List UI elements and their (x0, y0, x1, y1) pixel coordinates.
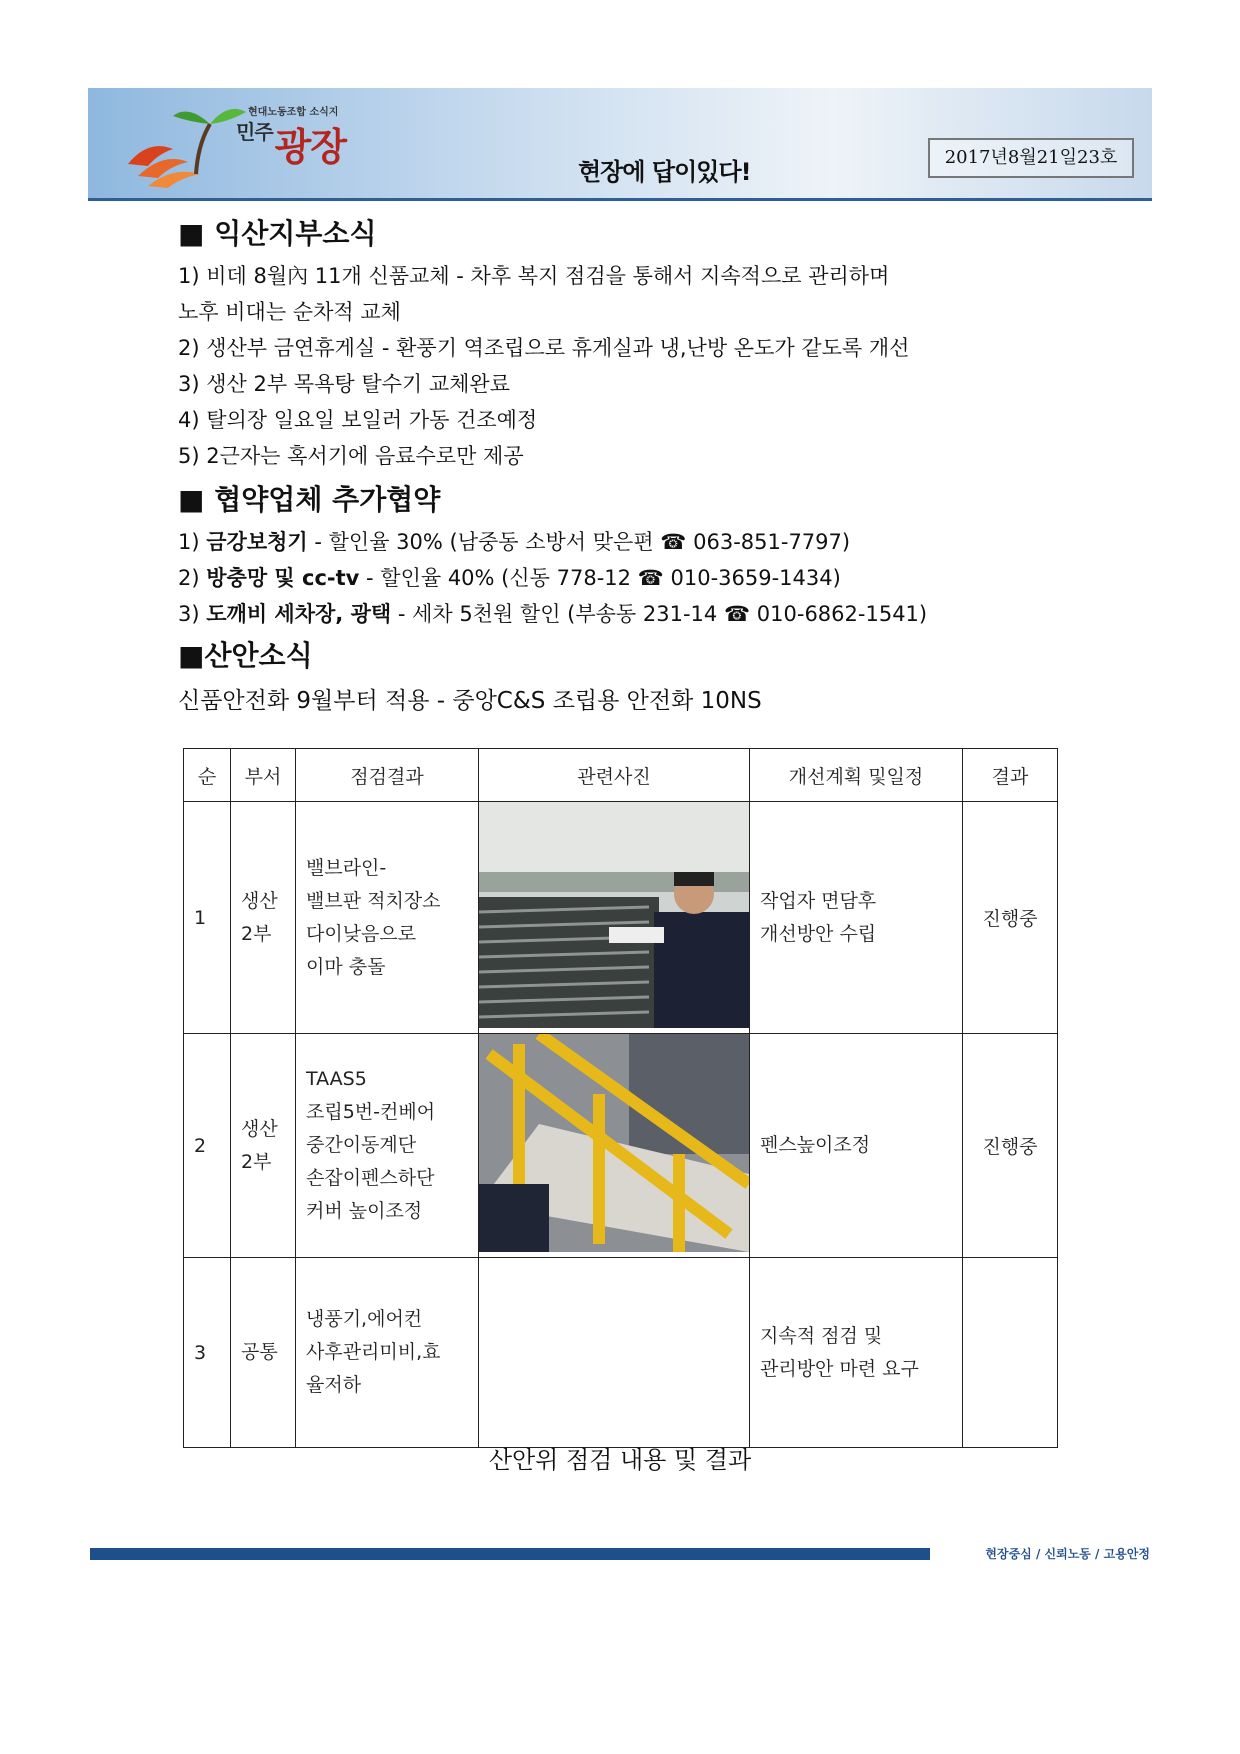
partner-num: 3) (178, 602, 200, 626)
logo-subtitle: 현대노동조합 소식지 (248, 107, 339, 118)
logo-title (236, 116, 346, 171)
header-outcome: 결과 (963, 749, 1058, 802)
row-outcome (963, 1258, 1058, 1448)
section-title-iksan: ■ 익산지부소식 (178, 217, 377, 250)
row-outcome: 진행중 (963, 802, 1058, 1034)
partner-detail: - 할인율 40% (신동 778-12 ☎ 010-3659-1434) (359, 566, 841, 590)
logo-main: 광장 (274, 125, 347, 169)
row-result: 냉풍기,에어컨 사후관리미비,효 율저하 (296, 1258, 479, 1448)
partner-item-3 (178, 598, 927, 628)
table-caption: 산안위 점검 내용 및 결과 (488, 1446, 752, 1474)
table-row (184, 1258, 1058, 1448)
row-photo (479, 1034, 750, 1258)
iksan-line-1: 1) 비데 8월內 11개 신품교체 - 차후 복지 점검을 통해서 지속적으로 관리하며 (178, 264, 890, 288)
header-result: 점검결과 (296, 749, 479, 802)
header-photo: 관련사진 (479, 749, 750, 802)
partner-name: 방충망 및 cc-tv (206, 566, 360, 590)
partner-name: 도깨비 세차장, 광택 (206, 602, 392, 626)
partner-name: 금강보청기 (206, 530, 308, 554)
header-dept: 부서 (231, 749, 296, 802)
row-result: 밸브라인- 밸브판 적치장소 다이낮음으로 이마 충돌 (296, 802, 479, 1034)
footer-motto: 현장중심 / 신뢰노동 / 고용안정 (930, 1545, 1150, 1563)
safety-line: 신품안전화 9월부터 적용 - 중앙C&S 조립용 안전화 10NS (178, 688, 762, 714)
row-plan: 펜스높이조정 (750, 1034, 963, 1258)
iksan-line-5: 4) 탈의장 일요일 보일러 가동 건조예정 (178, 408, 538, 432)
row-dept: 생산 2부 (231, 1034, 296, 1258)
row-dept: 생산 2부 (231, 802, 296, 1034)
logo-prefix: 민주 (236, 120, 273, 144)
inspection-table (183, 748, 1058, 1448)
table-row (184, 802, 1058, 1034)
section-title-partners: ■ 협약업체 추가협약 (178, 483, 441, 516)
header-no: 순 (184, 749, 231, 802)
row-dept: 공통 (231, 1258, 296, 1448)
partner-item-1 (178, 526, 850, 556)
partner-item-2 (178, 562, 841, 592)
partner-num: 2) (178, 566, 200, 590)
issue-date-badge: 2017년8월21일23호 (928, 138, 1134, 178)
row-plan: 지속적 점검 및 관리방안 마련 요구 (750, 1258, 963, 1448)
table-header-row (184, 749, 1058, 802)
iksan-line-3: 2) 생산부 금연휴게실 - 환풍기 역조립으로 휴게실과 냉,난방 온도가 같도록 개선 (178, 336, 910, 360)
row-plan: 작업자 면담후 개선방안 수립 (750, 802, 963, 1034)
row-photo (479, 1258, 750, 1448)
iksan-line-6: 5) 2근자는 혹서기에 음료수로만 제공 (178, 444, 524, 468)
partner-num: 1) (178, 530, 200, 554)
worker-photo-icon (479, 802, 749, 1028)
header-banner (88, 88, 1152, 201)
stairs-fence-photo-icon (479, 1034, 749, 1252)
header-plan: 개선계획 및일정 (750, 749, 963, 802)
row-no: 3 (184, 1258, 231, 1448)
row-photo (479, 802, 750, 1034)
row-no: 2 (184, 1034, 231, 1258)
row-outcome: 진행중 (963, 1034, 1058, 1258)
partner-detail: - 세차 5천원 할인 (부송동 231-14 ☎ 010-6862-1541) (391, 602, 928, 626)
row-result: TAAS5 조립5번-컨베어 중간이동계단 손잡이펜스하단 커버 높이조정 (296, 1034, 479, 1258)
table-row (184, 1034, 1058, 1258)
iksan-line-4: 3) 생산 2부 목욕탕 탈수기 교체완료 (178, 372, 511, 396)
row-no: 1 (184, 802, 231, 1034)
partner-detail: - 할인율 30% (남중동 소방서 맞은편 ☎ 063-851-7797) (307, 530, 851, 554)
section-title-safety: ■산안소식 (178, 639, 313, 672)
iksan-line-2: 노후 비대는 순차적 교체 (178, 300, 401, 324)
slogan: 현장에 답이있다! (578, 158, 751, 186)
